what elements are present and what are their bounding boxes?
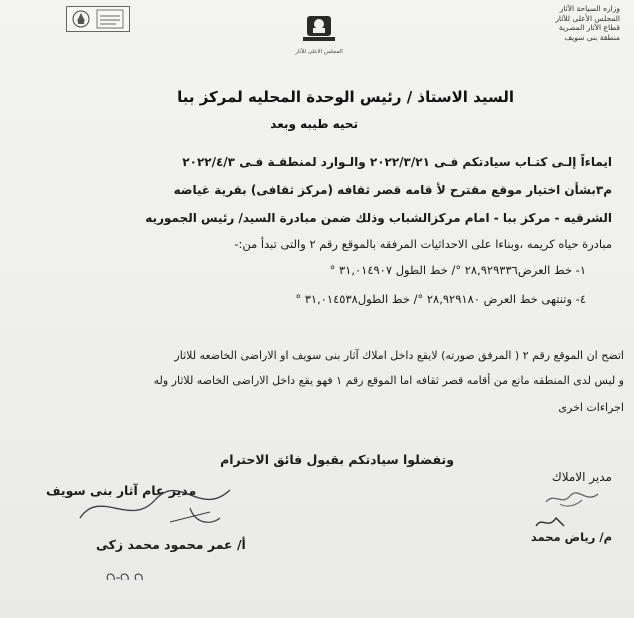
ministry-line: قطاع الآثار المصرية bbox=[558, 23, 620, 32]
ministry-line: وزاره السياحة الآثار bbox=[559, 4, 620, 13]
body-line: ايماءاً إلـى كتـاب سيادتكم فـى ٢٠٢٢/٣/٢١ والـوارد لمنطقـة فـى ٢٠٢٢/٤/٣ bbox=[182, 155, 612, 169]
coordinate-start-line: ١- خط العرض٢٨,٩٢٩٣٣٦ °/ خط الطول ٣١,٠١٤٩٠٧ ° bbox=[329, 263, 586, 277]
handwritten-initial-right bbox=[530, 512, 570, 532]
official-emblem-stamp bbox=[66, 6, 130, 32]
body-line: م٣بشأن اختيار موقع مقترح لأ قامه قصر ثقافه (مركز ثقافى) بقرية غياضه bbox=[173, 183, 612, 197]
body-line: اجراءات اخرى bbox=[558, 401, 624, 414]
coordinate-end-line: ٤- وتنتهى خط العرض ٢٨,٩٢٩١٨٠ °/ خط الطول٣١,٠١٤٥٣٨ ° bbox=[295, 292, 586, 306]
ministry-header bbox=[500, 4, 620, 42]
addressee-heading: السيد الاستاذ / رئيس الوحدة المحليه لمركز ببا bbox=[177, 88, 514, 106]
body-line: اتضح ان الموقع رقم ٢ ( المرفق صورته) لايقع داخل املاك آثار بنى سويف او الاراضى الخاضعه للاثار bbox=[174, 349, 624, 362]
council-logo-caption: المجلس الاعلى للآثار bbox=[295, 49, 343, 55]
property-manager-title: مدير الاملاك bbox=[551, 470, 612, 484]
general-director-name: أ/ عمر محمود محمد زكى bbox=[96, 537, 246, 552]
emblem-icon bbox=[67, 7, 129, 31]
body-line: مبادرة حياه كريمه ،وبناءا على الاحداثيات المرفقه بالموقع رقم ٢ والتى تبدأ من:- bbox=[234, 237, 612, 251]
handwritten-initials-bottom bbox=[100, 568, 160, 590]
body-line: الشرقيه - مركز ببا - امام مركزالشباب وذلك ضمن مبادرة السيد/ رئيس الجموريه bbox=[145, 211, 612, 225]
greeting: تحيه طيبه وبعد bbox=[270, 117, 358, 131]
general-director-title: مدير عام آثار بنى سويف bbox=[46, 483, 197, 498]
ministry-line: المجلس الأعلى للآثار bbox=[555, 13, 620, 23]
council-logo-icon bbox=[299, 14, 339, 44]
ministry-line: منطقة بنى سويف bbox=[564, 32, 620, 42]
handwritten-signature-right bbox=[542, 488, 602, 510]
closing-line: وتفضلوا سيادتكم بقبول فائق الاحترام bbox=[220, 452, 454, 467]
body-line: و ليس لدى المنطقه مانع من أقامه قصر ثقافه اما الموقع رقم ١ فهو يقع داخل الاراضى الخاصه للاثار وله bbox=[153, 374, 624, 387]
council-logo bbox=[288, 14, 350, 55]
property-manager-name: م/ رياض محمد bbox=[530, 530, 612, 544]
